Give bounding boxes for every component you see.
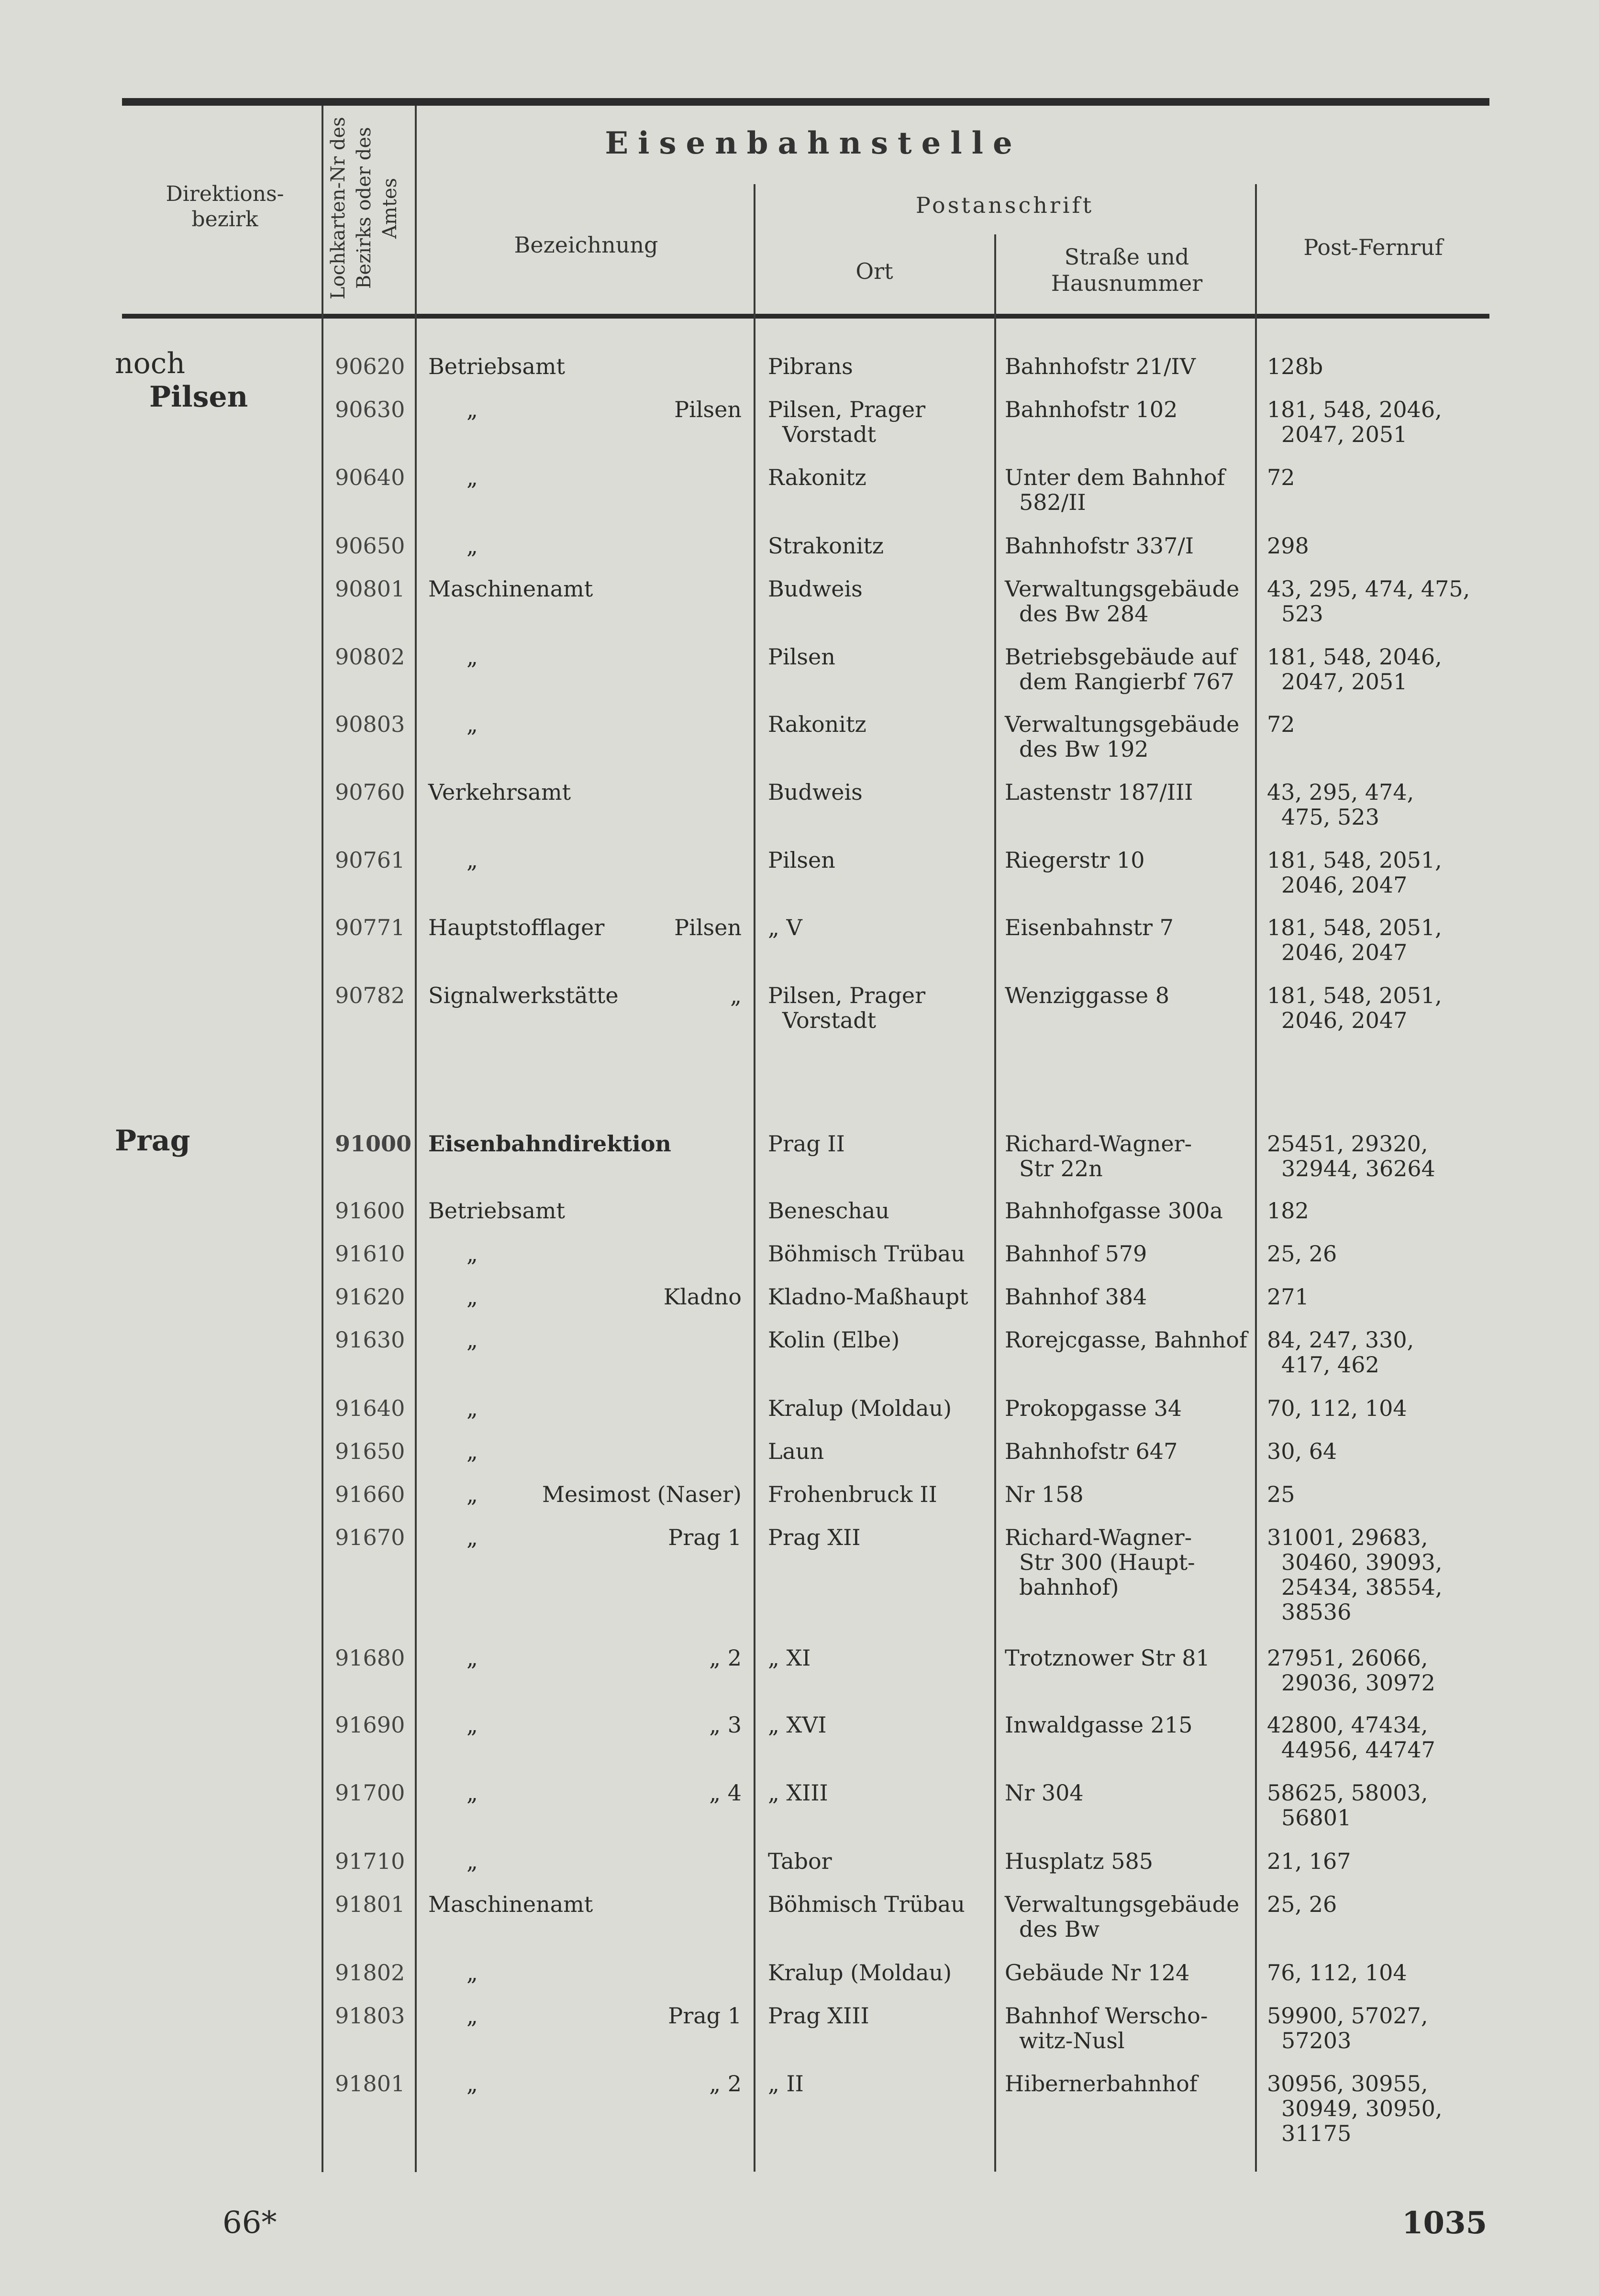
ort-cell: Kolin (Elbe)	[768, 1327, 900, 1353]
ort-cell: Kralup (Moldau)	[768, 1395, 952, 1421]
ort-cell: Kralup (Moldau)	[768, 1960, 952, 1986]
fernruf-cell: 25, 26	[1267, 1241, 1337, 1267]
fernruf-cell: 21, 167	[1267, 1848, 1351, 1874]
top-rule	[122, 98, 1489, 106]
fernruf-cell: 30956, 30955, 30949, 30950, 31175	[1267, 2071, 1443, 2146]
lochkarten-nr-cell: 91660	[335, 1481, 405, 1507]
strasse-cell: Bahnhof 579	[1005, 1241, 1147, 1267]
ort-cell: Beneschau	[768, 1198, 889, 1224]
strasse-cell: Verwaltungsgebäude des Bw 284	[1005, 576, 1240, 627]
lochkarten-nr-cell: 91801	[335, 1891, 405, 1917]
lochkarten-nr-cell: 90802	[335, 644, 405, 670]
col-divider	[415, 106, 417, 2172]
bezeichnung-ort: „ 2	[709, 1645, 742, 1671]
fernruf-cell: 298	[1267, 533, 1309, 559]
bezeichnung-text: „	[466, 644, 478, 670]
bezeichnung-ort: „	[730, 982, 742, 1008]
bezeichnung-text: „	[466, 1848, 478, 1874]
lochkarten-nr-cell: 90650	[335, 533, 405, 559]
ort-cell: Pilsen, Prager Vorstadt	[768, 982, 926, 1033]
lochkarten-nr-cell: 90782	[335, 982, 405, 1008]
strasse-cell: Bahnhofstr 21/IV	[1005, 353, 1196, 379]
lochkarten-nr-cell: 90761	[335, 847, 405, 873]
ort-cell: Rakonitz	[768, 464, 866, 490]
strasse-cell: Trotznower Str 81	[1005, 1645, 1210, 1671]
bezeichnung-cell	[428, 1960, 742, 1985]
bezeichnung-text: „	[466, 397, 478, 422]
lochkarten-nr-cell: 91650	[335, 1438, 405, 1464]
strasse-cell: Inwaldgasse 215	[1005, 1712, 1193, 1738]
bezeichnung-cell	[428, 1849, 742, 1874]
strasse-cell: Nr 158	[1005, 1481, 1084, 1507]
bezeichnung-cell	[428, 2003, 742, 2028]
strasse-cell: Unter dem Bahnhof 582/II	[1005, 464, 1225, 515]
bezeichnung-cell	[428, 1396, 742, 1421]
bezeichnung-cell	[428, 1482, 742, 1507]
bezeichnung-cell	[428, 1198, 742, 1223]
fernruf-cell: 181, 548, 2046, 2047, 2051	[1267, 397, 1442, 447]
fernruf-cell: 25, 26	[1267, 1891, 1337, 1917]
strasse-cell: Betriebsgebäude auf dem Rangierbf 767	[1005, 644, 1237, 695]
lochkarten-nr-cell: 91610	[335, 1241, 405, 1267]
bezeichnung-cell	[428, 848, 742, 872]
ort-header: Ort	[855, 258, 893, 284]
bezeichnung-text: Verkehrsamt	[428, 779, 571, 805]
bezeichnung-text: „	[466, 1481, 478, 1507]
strasse-cell: Verwaltungsgebäude des Bw 192	[1005, 711, 1240, 762]
bezeichnung-text: Hauptstofflager	[428, 915, 605, 940]
strasse-cell: Prokopgasse 34	[1005, 1395, 1182, 1421]
ort-cell: „ V	[768, 915, 802, 940]
strasse-cell: Wenziggasse 8	[1005, 982, 1169, 1008]
header-rule	[122, 314, 1489, 319]
ort-cell: „ II	[768, 2071, 804, 2097]
lochkarten-nr-cell: 90630	[335, 397, 405, 422]
bezeichnung-text: Betriebsamt	[428, 353, 566, 379]
lochkarten-nr-cell: 91802	[335, 1960, 405, 1986]
bezeichnung-text: „	[466, 1395, 478, 1421]
bezeichnung-cell	[428, 712, 742, 737]
direktionsbezirk-header: Direktions-bezirk	[166, 182, 284, 232]
bezeichnung-ort: „ 4	[709, 1780, 742, 1806]
bezeichnung-cell	[428, 1439, 742, 1464]
bezeichnung-text: „	[466, 1524, 478, 1550]
lochkarten-nr-cell: 91710	[335, 1848, 405, 1874]
fernruf-cell: 181, 548, 2051, 2046, 2047	[1267, 982, 1442, 1033]
fernruf-cell: 76, 112, 104	[1267, 1960, 1407, 1986]
lochkarten-nr-cell: 90801	[335, 576, 405, 602]
bezeichnung-cell	[428, 465, 742, 490]
bezeichnung-cell	[428, 1525, 742, 1550]
fernruf-cell: 30, 64	[1267, 1438, 1337, 1464]
strasse-cell: Rorejcgasse, Bahnhof	[1005, 1327, 1247, 1353]
bezeichnung-text: Signalwerkstätte	[428, 982, 619, 1008]
bezeichnung-text: „	[466, 711, 478, 737]
strasse-cell: Verwaltungsgebäude des Bw	[1005, 1891, 1240, 1942]
fernruf-cell: 84, 247, 330, 417, 462	[1267, 1327, 1414, 1378]
fernruf-cell: 128b	[1267, 353, 1323, 379]
fernruf-cell: 58625, 58003, 56801	[1267, 1780, 1428, 1831]
bezeichnung-cell	[428, 1284, 742, 1309]
lochkarten-nr-cell: 90771	[335, 915, 405, 940]
bezeichnung-cell	[428, 1241, 742, 1266]
fernruf-cell: 27951, 26066, 29036, 30972	[1267, 1645, 1435, 1696]
postanschrift-header: Postanschrift	[915, 192, 1094, 218]
bezeichnung-text: „	[466, 533, 478, 559]
bezeichnung-cell	[428, 1712, 742, 1737]
bezeichnung-text: „	[466, 1241, 478, 1267]
bezeichnung-cell	[428, 1892, 742, 1917]
bezirk-prag: Prag	[115, 1124, 190, 1158]
fernruf-cell: 25451, 29320, 32944, 36264	[1267, 1131, 1435, 1181]
ort-cell: Budweis	[768, 576, 863, 602]
strasse-cell: Husplatz 585	[1005, 1848, 1154, 1874]
fernruf-cell: 182	[1267, 1198, 1309, 1224]
fernruf-cell: 43, 295, 474, 475, 523	[1267, 779, 1414, 830]
bezeichnung-text: „	[466, 847, 478, 873]
lochkarten-nr-cell: 91630	[335, 1327, 405, 1353]
strasse-cell: Bahnhofstr 647	[1005, 1438, 1178, 1464]
ort-cell: Pilsen	[768, 644, 835, 670]
lochkarten-nr-cell: 91620	[335, 1284, 405, 1310]
bezeichnung-ort: Mesimost (Naser)	[542, 1481, 742, 1507]
bezeichnung-text: Maschinenamt	[428, 576, 593, 602]
strasse-cell: Bahnhofstr 102	[1005, 397, 1178, 422]
fernruf-cell: 25	[1267, 1481, 1295, 1507]
strasse-cell: Nr 304	[1005, 1780, 1084, 1806]
ort-cell: Budweis	[768, 779, 863, 805]
ort-cell: Böhmisch Trübau	[768, 1241, 965, 1267]
strasse-cell: Bahnhof 384	[1005, 1284, 1147, 1310]
ort-cell: Laun	[768, 1438, 824, 1464]
bezeichnung-text: „	[466, 464, 478, 490]
ort-cell: Pilsen, Prager Vorstadt	[768, 397, 926, 447]
strasse-cell: Bahnhofgasse 300a	[1005, 1198, 1223, 1224]
col-divider	[322, 106, 323, 2172]
strasse-cell: Gebäude Nr 124	[1005, 1960, 1190, 1986]
ort-cell: Prag XII	[768, 1524, 861, 1550]
strasse-cell: Eisenbahnstr 7	[1005, 915, 1174, 940]
lochkarten-header: Lochkarten-Nr des Bezirks oder des Amtes	[327, 117, 401, 299]
strasse-cell: Hibernerbahnhof	[1005, 2071, 1198, 2097]
fernruf-cell: 271	[1267, 1284, 1309, 1310]
bezeichnung-cell	[428, 354, 742, 379]
strasse-cell: Riegerstr 10	[1005, 847, 1145, 873]
bezeichnung-ort: Pilsen	[674, 397, 742, 422]
strasse-cell: Bahnhofstr 337/I	[1005, 533, 1194, 559]
ort-cell: Böhmisch Trübau	[768, 1891, 965, 1917]
bezeichnung-cell	[428, 983, 742, 1008]
bezeichnung-cell	[428, 1131, 742, 1156]
ort-cell: Prag XIII	[768, 2003, 869, 2029]
fernruf-cell: 72	[1267, 711, 1295, 737]
bezeichnung-cell	[428, 397, 742, 422]
fernruf-cell: 181, 548, 2046, 2047, 2051	[1267, 644, 1442, 695]
bezeichnung-ort: „ 3	[709, 1712, 742, 1738]
bezeichnung-cell	[428, 644, 742, 669]
ort-cell: „ XIII	[768, 1780, 828, 1806]
lochkarten-nr-cell: 91640	[335, 1395, 405, 1421]
bezeichnung-text: „	[466, 2071, 478, 2097]
bezeichnung-cell	[428, 1645, 742, 1670]
bezeichnung-ort: Prag 1	[668, 2003, 742, 2029]
bezeichnung-text: „	[466, 1960, 478, 1986]
bezeichnung-cell	[428, 576, 742, 601]
col-divider	[994, 234, 996, 2172]
lochkarten-nr-cell: 91600	[335, 1198, 405, 1224]
bezeichnung-cell	[428, 2071, 742, 2096]
bezeichnung-cell	[428, 533, 742, 558]
lochkarten-nr-cell: 91670	[335, 1524, 405, 1550]
bezeichnung-text: „	[466, 1645, 478, 1671]
bezeichnung-text: „	[466, 1327, 478, 1353]
strasse-cell: Lastenstr 187/III	[1005, 779, 1193, 805]
lochkarten-nr-cell: 90640	[335, 464, 405, 490]
page-number-left: 66*	[222, 2205, 277, 2241]
ort-cell: „ XVI	[768, 1712, 827, 1738]
fernruf-cell: 70, 112, 104	[1267, 1395, 1407, 1421]
bezeichnung-cell	[428, 1327, 742, 1352]
lochkarten-nr-cell: 90760	[335, 779, 405, 805]
strasse-cell: Richard-Wagner- Str 22n	[1005, 1131, 1192, 1181]
fernruf-cell: 72	[1267, 464, 1295, 490]
ort-cell: Kladno-Maßhaupt	[768, 1284, 968, 1310]
bezeichnung-text: Betriebsamt	[428, 1198, 566, 1224]
bezeichnung-text: „	[466, 1284, 478, 1310]
fernruf-header: Post-Fernruf	[1303, 234, 1443, 260]
bezeichnung-ort: „ 2	[709, 2071, 742, 2097]
bezeichnung-ort: Kladno	[663, 1284, 742, 1310]
fernruf-cell: 59900, 57027, 57203	[1267, 2003, 1428, 2053]
bezeichnung-header: Bezeichnung	[514, 232, 658, 258]
bezirk-label	[115, 347, 248, 414]
ort-cell: Frohenbruck II	[768, 1481, 937, 1507]
bezeichnung-text: „	[466, 2003, 478, 2029]
lochkarten-nr-cell: 91801	[335, 2071, 405, 2097]
bezeichnung-text: „	[466, 1712, 478, 1738]
ort-cell: Tabor	[768, 1848, 832, 1874]
bezeichnung-ort: Prag 1	[668, 1524, 742, 1550]
ort-cell: „ XI	[768, 1645, 811, 1671]
lochkarten-nr-cell: 91000	[335, 1131, 412, 1157]
lochkarten-nr-cell: 90803	[335, 711, 405, 737]
bezirk-label	[115, 1124, 190, 1158]
ort-cell: Rakonitz	[768, 711, 866, 737]
fernruf-cell: 43, 295, 474, 475, 523	[1267, 576, 1470, 627]
bezeichnung-text: „	[466, 1780, 478, 1806]
bezeichnung-text: Eisenbahndirektion	[428, 1131, 671, 1157]
bezeichnung-cell	[428, 1780, 742, 1805]
fernruf-cell: 181, 548, 2051, 2046, 2047	[1267, 915, 1442, 965]
lochkarten-nr-cell: 91680	[335, 1645, 405, 1671]
bezeichnung-text: Maschinenamt	[428, 1891, 593, 1917]
strasse-cell: Bahnhof Werscho- witz-Nusl	[1005, 2003, 1208, 2053]
bezeichnung-text: „	[466, 1438, 478, 1464]
bezeichnung-ort: Pilsen	[674, 915, 742, 940]
fernruf-cell: 42800, 47434, 44956, 44747	[1267, 1712, 1435, 1763]
lochkarten-nr-cell: 90620	[335, 353, 405, 379]
col-divider	[754, 184, 755, 2172]
ort-cell: Pibrans	[768, 353, 853, 379]
bezirk-pilsen: Pilsen	[149, 380, 248, 414]
fernruf-cell: 181, 548, 2051, 2046, 2047	[1267, 847, 1442, 898]
strasse-header: Straße und Hausnummer	[1051, 244, 1203, 297]
bezeichnung-cell	[428, 915, 742, 940]
ort-cell: Prag II	[768, 1131, 845, 1157]
fernruf-cell: 31001, 29683, 30460, 39093, 25434, 38554, 38536	[1267, 1524, 1443, 1625]
strasse-cell: Richard-Wagner- Str 300 (Haupt- bahnhof)	[1005, 1524, 1195, 1600]
lochkarten-nr-cell: 91700	[335, 1780, 405, 1806]
eisenbahnstelle-title: Eisenbahnstelle	[605, 125, 1022, 161]
bezeichnung-cell	[428, 780, 742, 805]
lochkarten-nr-cell: 91803	[335, 2003, 405, 2029]
page-number-right: 1035	[1402, 2205, 1488, 2241]
lochkarten-nr-cell: 91690	[335, 1712, 405, 1738]
bezirk-noch: noch	[115, 347, 186, 380]
ort-cell: Strakonitz	[768, 533, 884, 559]
ort-cell: Pilsen	[768, 847, 835, 873]
